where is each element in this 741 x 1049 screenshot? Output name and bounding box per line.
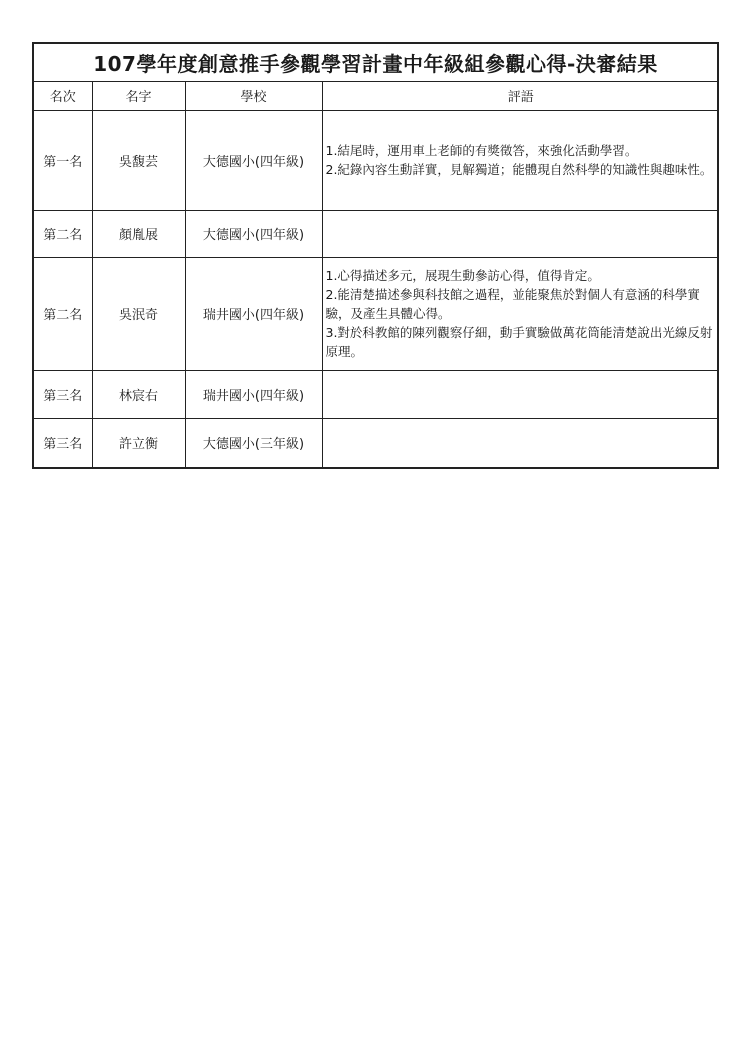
school-cell: 大德國小(四年級) [185, 210, 322, 257]
header-comment: 評語 [322, 82, 719, 110]
school-cell: 大德國小(四年級) [185, 110, 322, 210]
name-cell: 林宸右 [92, 370, 185, 418]
header-name: 名字 [92, 82, 185, 110]
rank-cell: 第二名 [34, 210, 92, 257]
results-table [34, 82, 719, 467]
header-school: 學校 [185, 82, 322, 110]
name-cell: 吳泯奇 [92, 257, 185, 370]
table-row [34, 370, 719, 418]
comment-line: 1.結尾時，運用車上老師的有獎徵答，來強化活動學習。 [325, 143, 638, 158]
school-cell: 瑞井國小(四年級) [185, 257, 322, 370]
table-row [34, 418, 719, 467]
comment-cell [322, 370, 719, 418]
comment-cell [322, 110, 719, 210]
name-cell: 許立衡 [92, 418, 185, 467]
rank-cell: 第三名 [34, 418, 92, 467]
name-cell: 吳馥芸 [92, 110, 185, 210]
table-row [34, 110, 719, 210]
results-sheet [32, 42, 719, 469]
table-row [34, 257, 719, 370]
comment-cell [322, 418, 719, 467]
comment-line: 3.對於科教館的陳列觀察仔細，動手實驗做萬花筒能清楚說出光線反射原理。 [325, 325, 713, 359]
school-cell: 大德國小(三年級) [185, 418, 322, 467]
comment-line: 2.紀錄內容生動詳實，見解獨道；能體現自然科學的知識性與趣味性。 [325, 162, 713, 177]
rank-cell: 第一名 [34, 110, 92, 210]
rank-cell: 第三名 [34, 370, 92, 418]
name-cell: 顏胤展 [92, 210, 185, 257]
comment-cell [322, 210, 719, 257]
header-rank: 名次 [34, 82, 92, 110]
comment-line: 2.能清楚描述參與科技館之過程，並能聚焦於對個人有意涵的科學實驗，及產生具體心得。 [325, 287, 700, 321]
comment-cell [322, 257, 719, 370]
table-row [34, 210, 719, 257]
rank-cell: 第二名 [34, 257, 92, 370]
page-title: 107學年度創意推手參觀學習計畫中年級組參觀心得-決審結果 [34, 44, 717, 82]
school-cell: 瑞井國小(四年級) [185, 370, 322, 418]
comment-line: 1.心得描述多元，展現生動參訪心得，值得肯定。 [325, 268, 600, 283]
header-row [34, 82, 719, 110]
